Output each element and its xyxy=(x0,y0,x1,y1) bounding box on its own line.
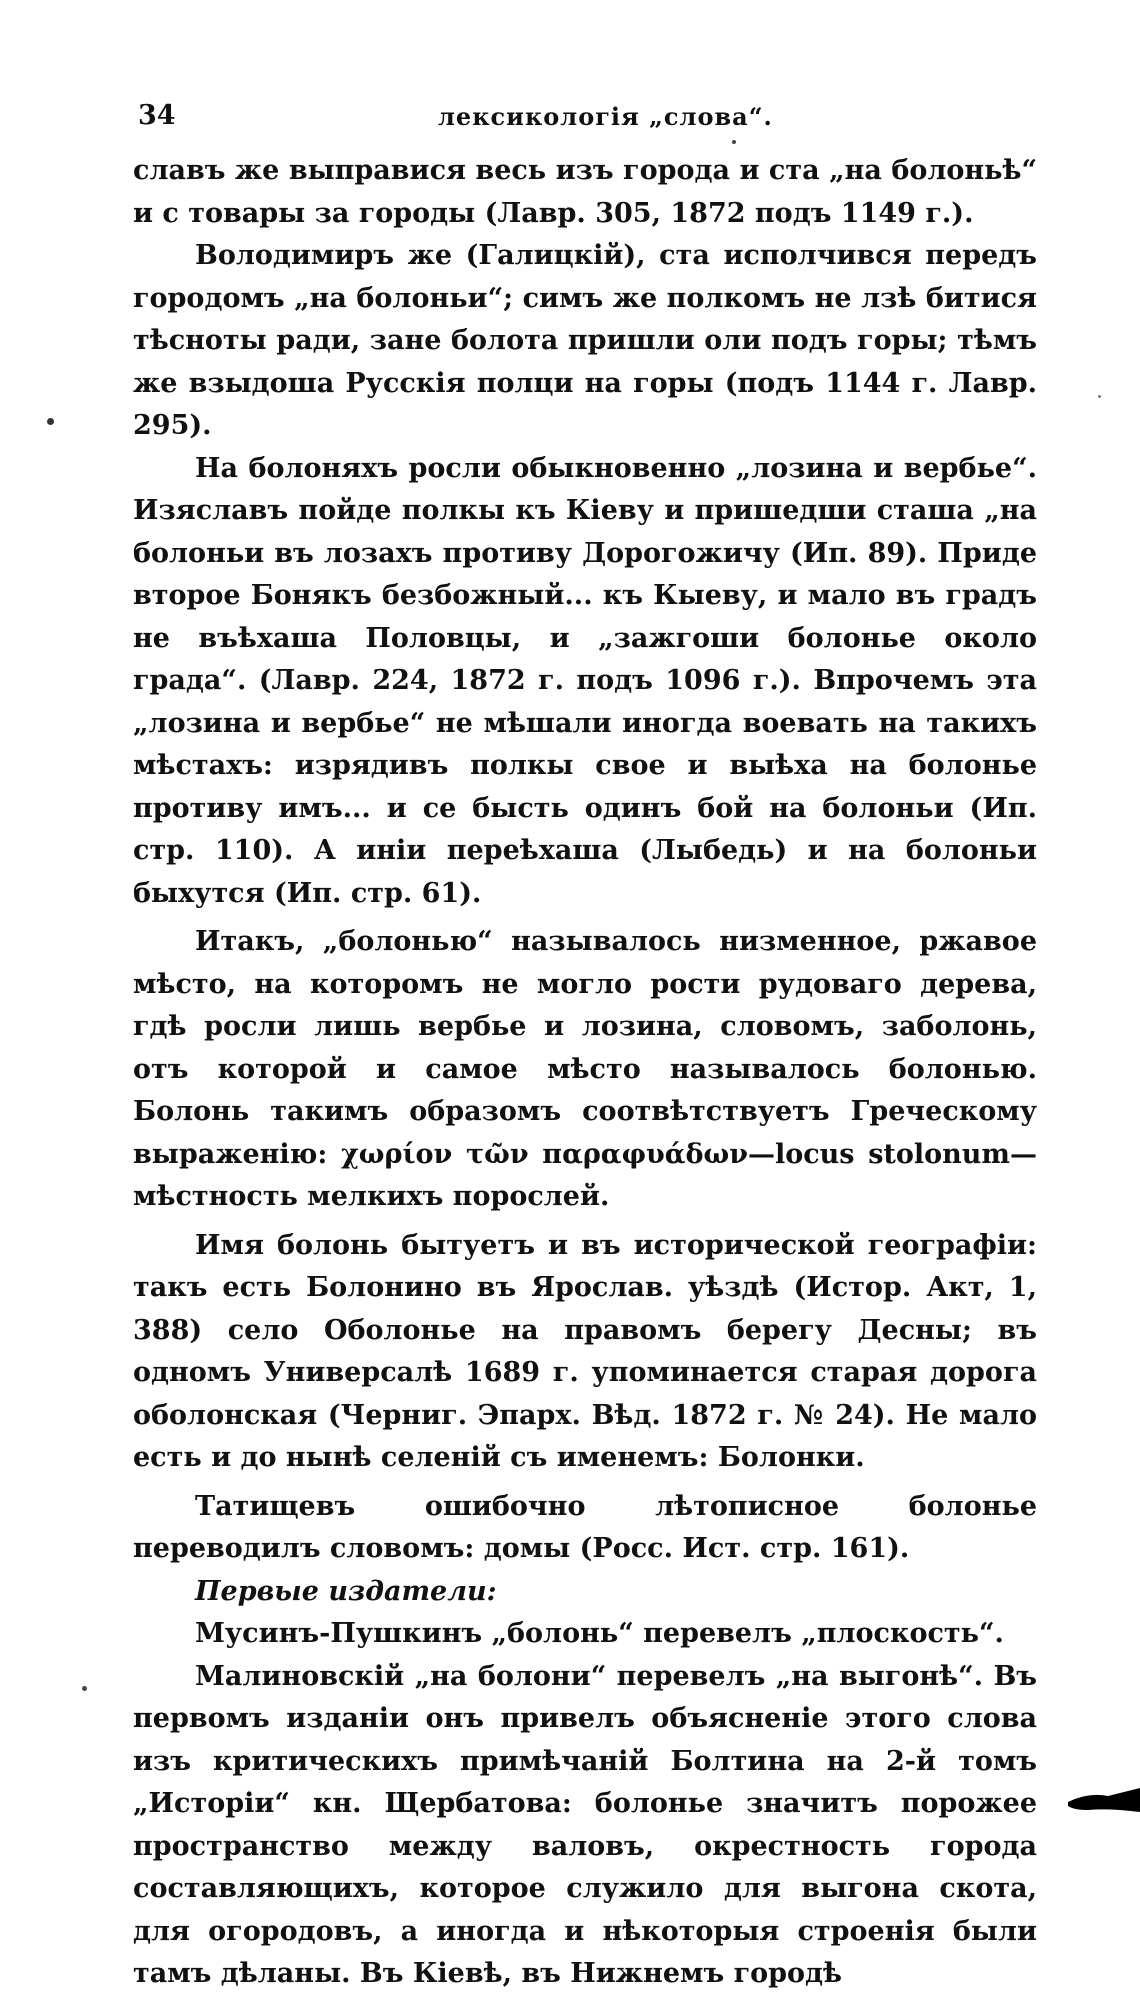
section-heading xyxy=(133,1571,1037,1614)
ink-smudge xyxy=(1068,1780,1140,1820)
page-header xyxy=(138,100,1038,140)
paragraph: славъ же выправися весь изъ города и ста „на болоньѣ“ и с товары за городы (Лавр. 305, 1872 подъ 1149 г.). xyxy=(133,155,1037,229)
paragraph: Малиновскій „на болони“ перевелъ „на выгонѣ“. Въ первомъ изданіи онъ привелъ объясненіе этого слова изъ критическихъ примѣчаній Болтина на 2-й томъ „Исторіи“ кн. Щербатова: болонье значитъ порожее пространство между валовъ, окрестность города составляющихъ, которое служило для выгона скота, для огородовъ, а иногда и нѣкоторыя строенія были тамъ дѣланы. Въ Кіевѣ, въ Нижнемъ городѣ xyxy=(133,1660,1037,1989)
ink-speck xyxy=(82,1686,87,1691)
ink-speck xyxy=(47,418,54,425)
page-body xyxy=(133,150,1037,1996)
paragraph: Володимиръ же (Галицкій), ста исполчився передъ городомъ „на болоньи“; симъ же полкомъ не лзѣ битися тѣсноты ради, зане болота пришли оли подъ горы; тѣмъ же взыдоша Русскія полци на горы (подъ 1144 г. Лавр. 295). xyxy=(133,240,1037,441)
paragraph: Татищевъ ошибочно лѣтописное болонье переводилъ словомъ: домы (Росс. Ист. стр. 161). xyxy=(133,1490,1037,1564)
paragraph: Итакъ, „болонью“ называлось низменное, ржавое мѣсто, на которомъ не могло рости рудоваго дерева, гдѣ росли лишь вербье и лозина, словомъ, заболонь, отъ которой и самое мѣсто называлось болонью. Болонь такимъ образомъ соотвѣтствуетъ Греческому выраженію: χωρίον τῶν παραφυάδων—locus stolonum—мѣстность мелкихъ порослей. xyxy=(133,926,1037,1212)
section-heading-text: Первые издатели: xyxy=(195,1575,497,1607)
ink-speck xyxy=(732,140,736,144)
ink-speck xyxy=(1098,395,1101,398)
page-number: 34 xyxy=(138,100,176,131)
running-title: лексикологія „слова“. xyxy=(438,102,773,131)
paragraph: Мусинъ-Пушкинъ „болонь“ перевелъ „плоскость“. xyxy=(195,1618,1004,1649)
paragraph: На болоняхъ росли обыкновенно „лозина и вербье“. Изяславъ пойде полкы къ Кіеву и пришедши сташа „на болоньи въ лозахъ противу Дорогожичу (Ип. 89). Приде второе Бонякъ безбожный... къ Кыеву, и мало въ градъ не въѣхаша Половцы, и „зажгоши болонье около града“. (Лавр. 224, 1872 г. подъ 1096 г.). Впрочемъ эта „лозина и вербье“ не мѣшали иногда воевать на такихъ мѣстахъ: изрядивъ полкы свое и выѣха на болонье противу имъ... и се бысть одинъ бой на болоньи (Ип. стр. 110). А инiи переѣхаша (Лыбедь) и на болоньи быхутся (Ип. стр. 61). xyxy=(133,452,1037,909)
paragraph: Имя болонь бытуетъ и въ исторической географіи: такъ есть Болонино въ Ярослав. уѣздѣ (Истор. Акт, 1, 388) село Оболонье на правомъ берегу Десны; въ одномъ Универсалѣ 1689 г. упоминается старая дорога оболонская (Черниг. Эпарх. Вѣд. 1872 г. № 24). Не мало есть и до нынѣ селеній съ именемъ: Болонки. xyxy=(133,1229,1037,1473)
